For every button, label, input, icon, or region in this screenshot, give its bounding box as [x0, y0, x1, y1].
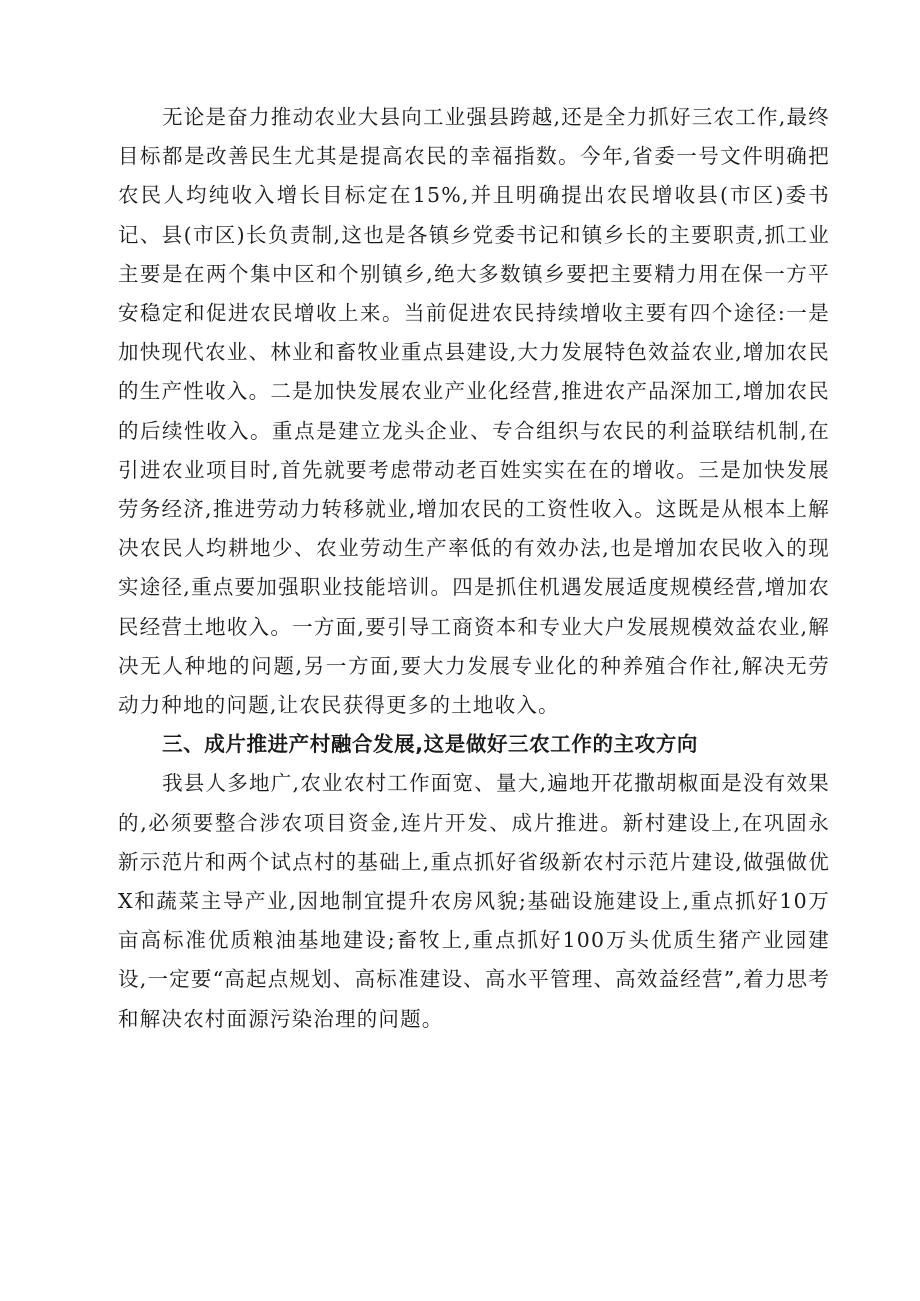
- body-paragraph: 我县人多地广,农业农村工作面宽、量大,遍地开花撒胡椒面是没有效果的,必须要整合涉农项目资金,连片开发、成片推进。新村建设上,在巩固永新示范片和两个试点村的基础上,重点抓好省级新农村示范片建设,做强做优X和蔬菜主导产业,因地制宜提升农房风貌;基础设施建设上,重点抓好10万亩高标准优质粮油基地建设;畜牧上,重点抓好100万头优质生猪产业园建设,一定要“高起点规划、高标准建设、高水平管理、高效益经营”,着力思考和解决农村面源污染治理的问题。: [118, 771, 830, 1031]
- document-body: [118, 98, 830, 1039]
- body-paragraph: 无论是奋力推动农业大县向工业强县跨越,还是全力抓好三农工作,最终目标都是改善民生尤其是提高农民的幸福指数。今年,省委一号文件明确把农民人均纯收入增长目标定在15%,并且明确提出农民增收县(市区)委书记、县(市区)长负责制,这也是各镇乡党委书记和镇乡长的主要职责,抓工业主要是在两个集中区和个别镇乡,绝大多数镇乡要把主要精力用在保一方平安稳定和促进农民增收上来。当前促进农民持续增收主要有四个途径:一是加快现代农业、林业和畜牧业重点县建设,大力发展特色效益农业,增加农民的生产性收入。二是加快发展农业产业化经营,推进农产品深加工,增加农民的后续性收入。重点是建立龙头企业、专合组织与农民的利益联结机制,在引进农业项目时,首先就要考虑带动老百姓实实在在的增收。三是加快发展劳务经济,推进劳动力转移就业,增加农民的工资性收入。这既是从根本上解决农民人均耕地少、农业劳动生产率低的有效办法,也是增加农民收入的现实途径,重点要加强职业技能培训。四是抓住机遇发展适度规模经营,增加农民经营土地收入。一方面,要引导工商资本和专业大户发展规模效益农业,解决无人种地的问题,另一方面,要大力发展专业化的种养殖合作社,解决无劳动力种地的问题,让农民获得更多的土地收入。: [118, 105, 830, 718]
- section-heading: 三、成片推进产村融合发展,这是做好三农工作的主攻方向: [162, 732, 698, 757]
